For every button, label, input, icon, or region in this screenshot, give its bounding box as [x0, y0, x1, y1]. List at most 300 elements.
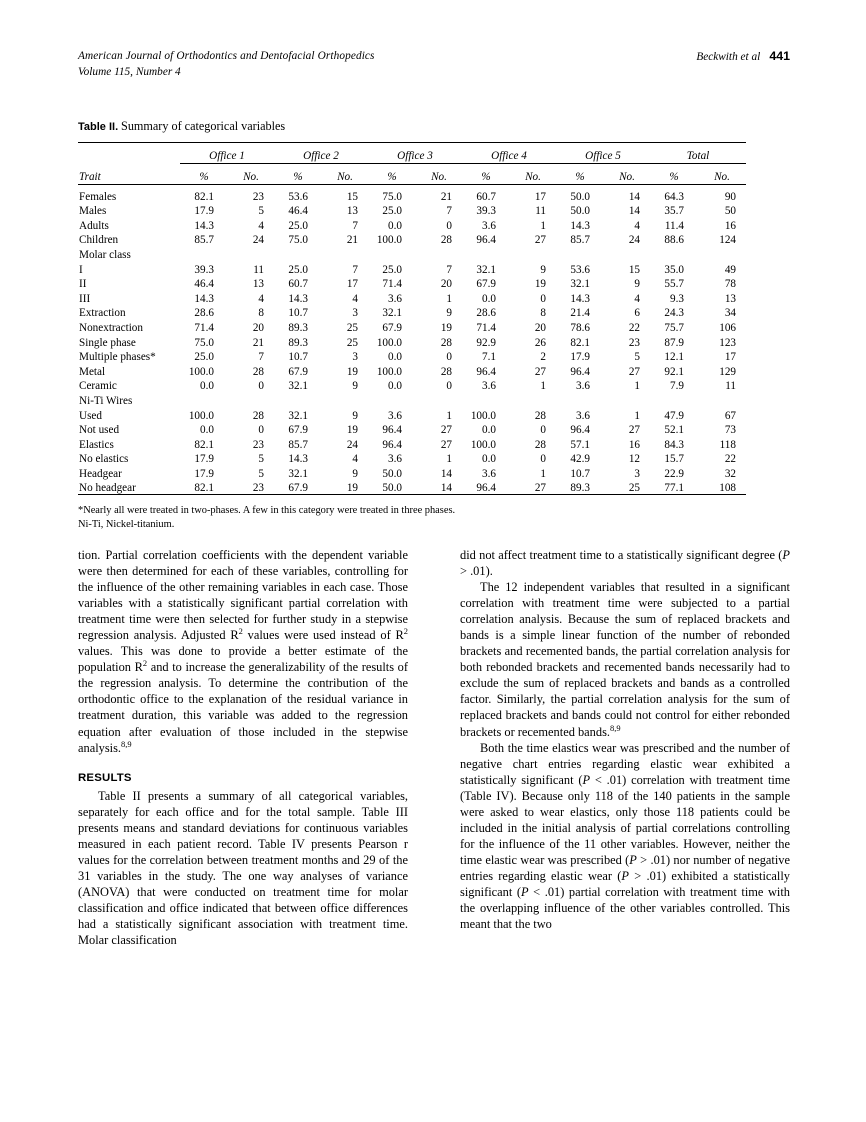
row-cell-count: 4: [258, 292, 264, 305]
para3-c: > .01) nor number of negative entries regarding elastic wear (: [460, 852, 790, 883]
column-header-pct-1: %: [199, 171, 209, 183]
row-cell-count: 20: [440, 278, 452, 291]
row-cell-percent: 25.0: [382, 263, 402, 276]
row-cell-percent: 22.9: [664, 467, 684, 480]
row-cell-count: 23: [252, 438, 264, 451]
paragraph-continued: [78, 547, 408, 756]
table-row: [78, 188, 746, 203]
journal-title: American Journal of Orthodontics and Dentofacial Orthopedics: [78, 50, 375, 62]
row-cell-percent: 100.0: [188, 365, 214, 378]
table-caption: [78, 119, 746, 135]
superscript-r2-1: 2: [238, 626, 243, 637]
row-cell-count: 0: [540, 453, 546, 466]
row-cell-percent: 24.3: [664, 307, 684, 320]
row-cell-percent: 7.1: [482, 351, 496, 364]
row-cell-count: 73: [724, 424, 736, 437]
row-cell-percent: 0.0: [482, 453, 496, 466]
row-cell-percent: 3.6: [388, 292, 402, 305]
row-cell-count: 24: [252, 234, 264, 247]
row-cell-count: 7: [352, 219, 358, 232]
row-cell-percent: 0.0: [200, 424, 214, 437]
row-cell-count: 14: [628, 190, 640, 203]
table-row: [78, 378, 746, 393]
row-cell-percent: 14.3: [288, 292, 308, 305]
row-cell-count: 13: [252, 278, 264, 291]
row-cell-percent: [274, 392, 322, 407]
row-cell-percent: 14.3: [570, 219, 590, 232]
row-cell-percent: 67.9: [288, 424, 308, 437]
row-cell-count: 17: [724, 351, 736, 364]
row-trait-label: I: [79, 263, 83, 276]
row-trait-label: III: [79, 292, 91, 305]
para-continued-a: tion. Partial correlation coefficients with the dependent variable were then determined for each of these variables, controlling for the influence of the other remaining variables in each case. Those variables with a statistically significant partial correlation with treatment time were then selected for further study in a stepwise regression analysis. Adjusted R: [78, 548, 408, 643]
row-cell-count: 11: [535, 205, 546, 218]
para-continued-d: and to increase the generalizability of the results of the regression analysis. To determine the contribution of the orthodontic office to the explanation of the residual variance in treatment duration, this variable was added to the regression equation after evaluation of those included in the stepwise analysis.: [78, 660, 408, 755]
row-cell-count: 14: [440, 467, 452, 480]
row-cell-percent: 17.9: [194, 453, 214, 466]
table-row: [78, 407, 746, 422]
superscript-r2-2: 2: [403, 626, 408, 637]
row-cell-percent: 77.1: [664, 482, 684, 495]
table-row: [78, 261, 746, 276]
author-names: Beckwith et al: [696, 51, 761, 63]
row-cell-count: 50: [724, 205, 736, 218]
volume-issue: Volume 115, Number 4: [78, 66, 181, 78]
row-cell-count: 16: [628, 438, 640, 451]
p-value-symbol-2: P: [582, 772, 591, 787]
column-header-no-5: No.: [619, 171, 635, 183]
row-cell-count: 67: [724, 409, 736, 422]
row-cell-percent: 50.0: [570, 205, 590, 218]
row-trait-label: Single phase: [79, 336, 136, 349]
row-cell-count: 27: [628, 424, 640, 437]
row-cell-percent: [180, 392, 228, 407]
row-cell-count: 15: [628, 263, 640, 276]
column-header-no-3: No.: [431, 171, 447, 183]
para3-e: < .01) partial correlation with treatment time with the overlapping influence of the other variables controlled. This meant that the two: [460, 884, 791, 932]
row-cell-percent: 0.0: [388, 219, 402, 232]
paragraph-right-3: [460, 740, 790, 933]
row-cell-count: 8: [258, 307, 264, 320]
row-cell-count: 12: [628, 453, 640, 466]
row-cell-percent: [556, 246, 604, 261]
row-cell-percent: 84.3: [664, 438, 684, 451]
row-cell-percent: 82.1: [194, 482, 214, 495]
row-cell-percent: 39.3: [194, 263, 214, 276]
row-cell-percent: 88.6: [664, 234, 684, 247]
table-row: [78, 334, 746, 349]
row-cell-count: 129: [719, 365, 736, 378]
row-cell-count: 25: [346, 321, 358, 334]
row-cell-count: 3: [634, 467, 640, 480]
row-cell-percent: 25.0: [194, 351, 214, 364]
row-cell-percent: 32.1: [382, 307, 402, 320]
row-cell-percent: 17.9: [570, 351, 590, 364]
para3-b: < .01) correlation with treatment time (Table IV). Because only 118 of the 140 patients in the sample were asked to wear elastics, only those 118 patients could be included in the initial analysis of partial correlations controlling for the influence of the 11 other variables. However, neither the time elastic wear was prescribed (: [460, 772, 790, 867]
row-cell-percent: 32.1: [288, 467, 308, 480]
row-cell-count: 4: [352, 453, 358, 466]
table-row: [78, 465, 746, 480]
group-header-total: Total: [650, 147, 746, 164]
row-trait-label: Ni-Ti Wires: [79, 394, 133, 407]
row-cell-count: 22: [724, 453, 736, 466]
row-cell-count: 0: [446, 380, 452, 393]
row-cell-count: 1: [634, 380, 640, 393]
row-cell-percent: 82.1: [194, 190, 214, 203]
row-cell-count: 7: [352, 263, 358, 276]
row-cell-count: 27: [534, 365, 546, 378]
row-cell-count: 0: [446, 219, 452, 232]
row-cell-percent: 25.0: [382, 205, 402, 218]
reference-marker-89-right: 8,9: [610, 722, 621, 733]
row-cell-count: 19: [534, 278, 546, 291]
row-cell-count: 124: [719, 234, 736, 247]
row-cell-count: 7: [258, 351, 264, 364]
table-row: [78, 363, 746, 378]
row-cell-count: 9: [352, 380, 358, 393]
row-trait-label: Not used: [79, 424, 120, 437]
row-trait-label: Males: [79, 205, 107, 218]
row-cell-percent: 14.3: [194, 219, 214, 232]
row-cell-percent: 0.0: [388, 351, 402, 364]
row-cell-count: 3: [352, 307, 358, 320]
row-cell-count: 20: [534, 321, 546, 334]
row-cell-count: 9: [352, 467, 358, 480]
table-body: [78, 188, 746, 495]
row-cell-percent: 50.0: [382, 467, 402, 480]
row-cell-percent: 3.6: [576, 380, 590, 393]
row-cell-count: 23: [628, 336, 640, 349]
row-cell-percent: 15.7: [664, 453, 684, 466]
row-cell-percent: 28.6: [194, 307, 214, 320]
column-header-pct-2: %: [293, 171, 303, 183]
row-cell-count: 11: [725, 380, 736, 393]
row-cell-percent: 92.1: [664, 365, 684, 378]
footnote-niti: Ni-Ti, Nickel-titanium.: [78, 519, 175, 531]
column-header-pct-4: %: [481, 171, 491, 183]
row-cell-percent: 67.9: [288, 365, 308, 378]
row-trait-label: Nonextraction: [79, 321, 143, 334]
row-cell-count: 25: [346, 336, 358, 349]
row-cell-percent: 0.0: [482, 292, 496, 305]
row-cell-count: 4: [634, 219, 640, 232]
row-cell-count: 23: [252, 482, 264, 495]
row-cell-count: 21: [440, 190, 452, 203]
row-cell-count: 1: [446, 292, 452, 305]
row-cell-percent: 35.7: [664, 205, 684, 218]
row-cell-count: 24: [628, 234, 640, 247]
row-cell-count: 17: [534, 190, 546, 203]
row-cell-percent: 32.1: [288, 409, 308, 422]
row-cell-percent: 96.4: [476, 365, 496, 378]
row-cell-percent: 89.3: [570, 482, 590, 495]
row-cell-percent: 89.3: [288, 321, 308, 334]
row-cell-percent: [368, 392, 416, 407]
row-cell-percent: 96.4: [382, 438, 402, 451]
paragraph-right-continued: [460, 547, 790, 579]
row-cell-percent: 71.4: [476, 321, 496, 334]
row-cell-count: 0: [258, 424, 264, 437]
row-cell-percent: [180, 246, 228, 261]
row-cell-percent: 47.9: [664, 409, 684, 422]
row-cell-count: 1: [540, 219, 546, 232]
row-trait-label: Headgear: [79, 467, 122, 480]
row-cell-percent: 3.6: [482, 380, 496, 393]
row-cell-count: 19: [346, 424, 358, 437]
row-cell-percent: 10.7: [570, 467, 590, 480]
row-cell-percent: [274, 246, 322, 261]
column-header-no-4: No.: [525, 171, 541, 183]
row-cell-percent: 96.4: [382, 424, 402, 437]
column-header-pct-3: %: [387, 171, 397, 183]
row-cell-count: 0: [258, 380, 264, 393]
row-cell-count: 4: [352, 292, 358, 305]
row-cell-percent: 67.9: [382, 321, 402, 334]
column-header-trait: Trait: [79, 171, 101, 183]
row-cell-count: 4: [258, 219, 264, 232]
row-cell-percent: 50.0: [382, 482, 402, 495]
para3-a: Both the time elastics wear was prescribed and the number of negative chart entries regarding elastic wear exhibited a statistically significant (: [460, 740, 790, 787]
row-cell-count: 28: [252, 409, 264, 422]
row-cell-count: 5: [634, 351, 640, 364]
row-cell-count: 19: [346, 365, 358, 378]
table-group-header-row: [78, 147, 746, 164]
group-header-office-5: Office 5: [556, 147, 650, 164]
row-cell-count: [698, 392, 746, 407]
row-cell-percent: 10.7: [288, 351, 308, 364]
row-cell-count: 28: [440, 365, 452, 378]
table-row: [78, 305, 746, 320]
footnote-asterisk: *Nearly all were treated in two-phases. A few in this category were treated in three phases.: [78, 505, 456, 517]
body-text: [78, 547, 790, 1047]
row-cell-count: 3: [352, 351, 358, 364]
row-cell-count: 1: [540, 380, 546, 393]
right-column: [460, 547, 790, 932]
row-cell-count: 27: [440, 424, 452, 437]
row-cell-percent: 87.9: [664, 336, 684, 349]
row-cell-count: 22: [628, 321, 640, 334]
row-cell-count: 118: [719, 438, 736, 451]
row-trait-label: Used: [79, 409, 102, 422]
row-cell-count: 9: [352, 409, 358, 422]
row-cell-count: 23: [252, 190, 264, 203]
row-cell-count: 21: [346, 234, 358, 247]
row-cell-count: 27: [534, 482, 546, 495]
row-cell-percent: 9.3: [670, 292, 684, 305]
row-cell-count: [416, 392, 462, 407]
row-cell-count: 8: [540, 307, 546, 320]
row-cell-percent: [368, 246, 416, 261]
row-cell-percent: 100.0: [376, 336, 402, 349]
row-cell-percent: 35.0: [664, 263, 684, 276]
group-header-office-4: Office 4: [462, 147, 556, 164]
row-cell-percent: 67.9: [288, 482, 308, 495]
table-row: [78, 276, 746, 291]
row-cell-count: 16: [724, 219, 736, 232]
row-cell-count: 28: [252, 365, 264, 378]
row-cell-count: 25: [628, 482, 640, 495]
row-cell-percent: 100.0: [376, 365, 402, 378]
row-cell-count: 17: [346, 278, 358, 291]
superscript-r2-3: 2: [142, 658, 148, 669]
row-cell-percent: 14.3: [570, 292, 590, 305]
row-cell-percent: 46.4: [288, 205, 308, 218]
row-cell-count: 0: [540, 292, 546, 305]
row-cell-percent: 75.0: [194, 336, 214, 349]
row-cell-percent: 17.9: [194, 467, 214, 480]
row-trait-label: Multiple phases*: [79, 351, 156, 364]
row-cell-count: 27: [534, 234, 546, 247]
row-cell-percent: 32.1: [476, 263, 496, 276]
row-cell-count: 49: [724, 263, 736, 276]
p-value-symbol-4: P: [621, 868, 629, 883]
row-cell-percent: 28.6: [476, 307, 496, 320]
row-cell-count: 13: [724, 292, 736, 305]
row-trait-label: Children: [79, 234, 119, 247]
row-trait-label: Molar class: [79, 248, 131, 261]
row-cell-count: 1: [540, 467, 546, 480]
para1-a: did not affect treatment time to a statistically significant degree (: [460, 548, 783, 562]
row-trait-label: II: [79, 278, 87, 291]
categorical-variables-table: [78, 142, 746, 498]
row-cell-percent: 3.6: [482, 467, 496, 480]
row-trait-label: Adults: [79, 219, 109, 232]
row-cell-count: 123: [719, 336, 736, 349]
row-trait-label: No headgear: [79, 482, 136, 495]
para2-a: The 12 independent variables that resulted in a significant correlation with treatment time were subjected to a partial correlation analysis. Because the sum of replaced brackets and bands is a simple linear function of the number of rebonded brackets and recemented bands, the partial correlation analysis for both rebonded brackets and recemented bands necessarily had to exclude the sum of replaced brackets and bands as a controlled factor. Similarly, the partial correlation analysis for the sum of replaced brackets and bands could not control for either rebonded brackets or recemented bands.: [460, 580, 790, 739]
row-trait-label: Elastics: [79, 438, 114, 451]
table-row: [78, 232, 746, 247]
row-cell-percent: 100.0: [470, 409, 496, 422]
table-row: [78, 451, 746, 466]
table-label: Table II.: [78, 121, 119, 133]
table-title: Summary of categorical variables: [121, 119, 286, 133]
row-cell-percent: 71.4: [194, 321, 214, 334]
table-row: [78, 319, 746, 334]
row-cell-count: 28: [534, 409, 546, 422]
para-continued-b: values were used instead of R: [242, 628, 404, 643]
column-header-pct-total: %: [669, 171, 679, 183]
row-cell-count: 7: [446, 205, 452, 218]
row-cell-count: 24: [346, 438, 358, 451]
row-cell-percent: 42.9: [570, 453, 590, 466]
row-cell-count: [322, 246, 368, 261]
row-cell-count: 5: [258, 467, 264, 480]
column-header-pct-5: %: [575, 171, 585, 183]
row-cell-percent: 50.0: [570, 190, 590, 203]
row-cell-percent: 85.7: [570, 234, 590, 247]
row-cell-percent: 71.4: [382, 278, 402, 291]
table-block: [78, 119, 746, 532]
row-cell-count: 21: [252, 336, 264, 349]
row-cell-count: 78: [724, 278, 736, 291]
para1-b: > .01).: [460, 564, 493, 579]
row-cell-percent: 3.6: [388, 453, 402, 466]
p-value-symbol-1: P: [782, 548, 790, 562]
row-cell-count: 32: [724, 467, 736, 480]
section-heading-results: RESULTS: [78, 771, 132, 784]
row-cell-percent: [462, 392, 510, 407]
row-cell-percent: 7.9: [670, 380, 684, 393]
column-header-no-1: No.: [243, 171, 259, 183]
row-cell-count: 28: [440, 336, 452, 349]
row-cell-percent: 92.9: [476, 336, 496, 349]
row-cell-count: 15: [346, 190, 358, 203]
row-cell-percent: [650, 392, 698, 407]
row-cell-percent: 46.4: [194, 278, 214, 291]
row-cell-percent: 100.0: [470, 438, 496, 451]
row-cell-count: 19: [440, 321, 452, 334]
row-cell-percent: [462, 246, 510, 261]
row-cell-count: 0: [446, 351, 452, 364]
row-cell-percent: 32.1: [288, 380, 308, 393]
row-cell-percent: 52.1: [664, 424, 684, 437]
row-cell-count: 90: [724, 190, 736, 203]
row-cell-count: 4: [634, 292, 640, 305]
table-row: [78, 217, 746, 232]
row-trait-label: Metal: [79, 365, 106, 378]
row-cell-percent: 96.4: [476, 234, 496, 247]
p-value-symbol-3: P: [629, 852, 637, 867]
row-cell-percent: 3.6: [388, 409, 402, 422]
row-cell-count: [604, 392, 650, 407]
row-cell-count: 106: [719, 321, 736, 334]
row-cell-count: 28: [440, 234, 452, 247]
row-trait-label: No elastics: [79, 453, 129, 466]
row-cell-count: 1: [446, 409, 452, 422]
row-cell-percent: 32.1: [570, 278, 590, 291]
table-row: [78, 392, 746, 407]
row-cell-percent: 78.6: [570, 321, 590, 334]
row-cell-percent: 53.6: [288, 190, 308, 203]
row-cell-count: 1: [634, 409, 640, 422]
paragraph-results: Table II presents a summary of all categorical variables, separately for each office and for the total sample. Table III presents means and standard deviations for continuous variables measured in each patient record. Table IV presents Pearson r values for the correlation between treatment months and 29 of the 31 variables in the study. The one way analyses of variance (ANOVA) that were conducted on treatment time for molar classification and office indicated that between office differences had a statistically significant association with treatment time. Molar classification: [78, 788, 408, 948]
row-cell-percent: 67.9: [476, 278, 496, 291]
para-continued-c: values. This was done to provide a better estimate of the population R: [78, 644, 408, 675]
row-cell-percent: 14.3: [194, 292, 214, 305]
row-cell-count: 19: [346, 482, 358, 495]
row-cell-percent: 60.7: [476, 190, 496, 203]
row-cell-count: 9: [446, 307, 452, 320]
row-cell-percent: 96.4: [570, 365, 590, 378]
row-cell-count: 11: [253, 263, 264, 276]
row-cell-percent: 96.4: [570, 424, 590, 437]
table-row: [78, 349, 746, 364]
row-cell-percent: 75.0: [382, 190, 402, 203]
paragraph-right-2: [460, 579, 790, 739]
running-head-right: [696, 48, 790, 65]
table-row: [78, 436, 746, 451]
row-cell-count: 26: [534, 336, 546, 349]
row-cell-count: 2: [540, 351, 546, 364]
row-cell-percent: 3.6: [482, 219, 496, 232]
row-cell-percent: [556, 392, 604, 407]
row-cell-count: [510, 246, 556, 261]
row-cell-count: 27: [628, 365, 640, 378]
left-column: [78, 547, 408, 948]
row-cell-count: 20: [252, 321, 264, 334]
row-cell-percent: 75.0: [288, 234, 308, 247]
row-cell-percent: 100.0: [376, 234, 402, 247]
row-cell-percent: 17.9: [194, 205, 214, 218]
row-cell-percent: 64.3: [664, 190, 684, 203]
column-header-no-2: No.: [337, 171, 353, 183]
row-cell-count: 1: [446, 453, 452, 466]
row-cell-percent: 100.0: [188, 409, 214, 422]
row-cell-count: 27: [440, 438, 452, 451]
row-cell-percent: 60.7: [288, 278, 308, 291]
row-cell-percent: 85.7: [194, 234, 214, 247]
